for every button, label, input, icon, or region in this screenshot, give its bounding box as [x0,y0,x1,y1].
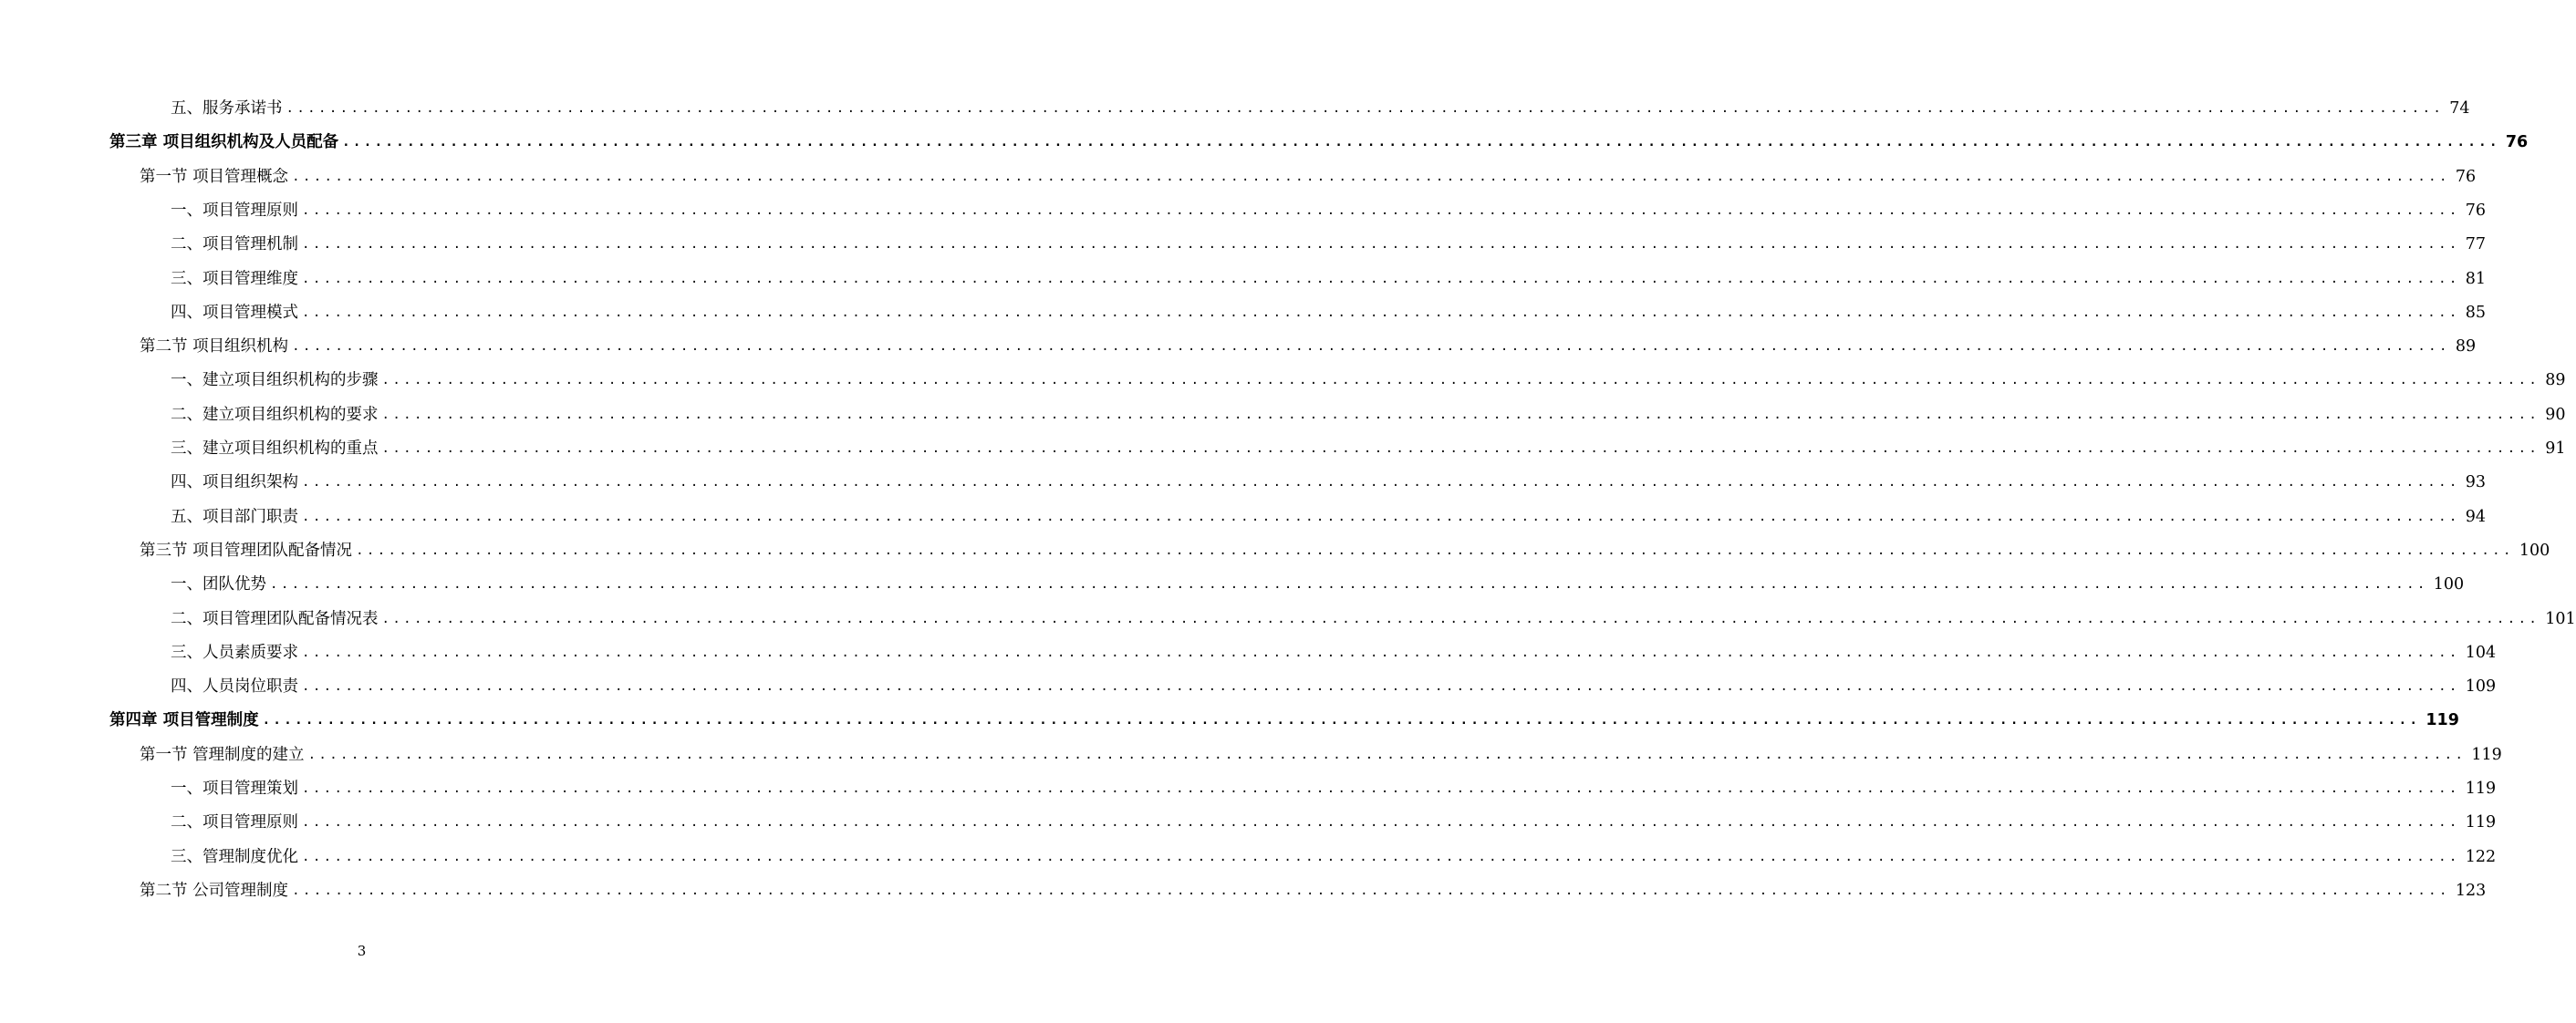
toc-entry-item[interactable] [171,840,2497,867]
toc-entry-item[interactable] [171,500,2487,527]
toc-entry-title: 二、项目管理机制 [171,235,298,254]
toc-entry-item[interactable] [171,398,2566,425]
toc-entry-title: 三、管理制度优化 [171,847,298,866]
toc-leader-dots: ........................................................................................................................................................................................................ [262,713,2421,728]
toc-leader-dots: ........................................................................................................................................................................................................ [286,101,2445,116]
toc-entry-page: 90 [2545,405,2566,424]
toc-leader-dots: ........................................................................................................................................................................................................ [302,815,2460,831]
toc-leader-dots: ........................................................................................................................................................................................................ [302,271,2460,286]
toc-entry-title: 二、建立项目组织机构的要求 [171,405,379,424]
toc-entry-page: 119 [2471,745,2502,764]
toc-leader-dots: ........................................................................................................................................................................................................ [342,135,2500,150]
toc-entry-page: 77 [2465,235,2487,254]
toc-entry-title: 二、项目管理原则 [171,813,298,832]
toc-entry-title: 四、人员岗位职责 [171,677,298,697]
toc-entry-page: 76 [2465,201,2487,220]
toc-entry-title: 一、建立项目组织机构的步骤 [171,371,379,390]
toc-leader-dots: ........................................................................................................................................................................................................ [302,237,2460,253]
toc-entry-title: 四、项目管理模式 [171,303,298,322]
toc-entry-title: 第二节 项目组织机构 [140,337,289,356]
toc-leader-dots: ........................................................................................................................................................................................................ [381,441,2540,456]
toc-entry-item[interactable] [171,227,2487,254]
toc-leader-dots: ........................................................................................................................................................................................................ [302,475,2460,491]
toc-entry-page: 85 [2465,303,2487,322]
toc-entry-page: 89 [2545,371,2566,390]
toc-entry-title: 一、项目管理原则 [171,201,298,220]
toc-entry-chapter[interactable] [109,703,2459,730]
toc-entry-item[interactable] [171,602,2576,629]
toc-entry-item[interactable] [171,567,2465,594]
toc-leader-dots: ........................................................................................................................................................................................................ [270,577,2428,593]
toc-leader-dots: ........................................................................................................................................................................................................ [302,849,2460,864]
toc-entry-page: 91 [2545,439,2566,458]
toc-leader-dots: ........................................................................................................................................................................................................ [292,883,2450,898]
toc-leader-dots: ........................................................................................................................................................................................................ [302,645,2460,660]
toc-entry-page: 74 [2449,99,2470,118]
toc-leader-dots: ........................................................................................................................................................................................................ [302,509,2460,524]
toc-leader-dots: ........................................................................................................................................................................................................ [381,407,2540,422]
toc-leader-dots: ........................................................................................................................................................................................................ [381,373,2540,388]
toc-entry-page: 94 [2465,507,2487,526]
toc-entry-title: 五、服务承诺书 [171,99,283,118]
toc-leader-dots: ........................................................................................................................................................................................................ [292,339,2450,355]
toc-entry-title: 第一节 管理制度的建立 [140,745,305,764]
toc-entry-page: 119 [2465,813,2497,832]
toc-leader-dots: ........................................................................................................................................................................................................ [302,781,2460,796]
toc-entry-title: 一、项目管理策划 [171,780,298,798]
toc-entry-item[interactable] [171,295,2487,323]
toc-entry-title: 第一节 项目管理概念 [140,167,289,186]
toc-entry-item[interactable] [171,363,2566,390]
toc-entry-title: 一、团队优势 [171,575,266,594]
page-number: 3 [357,943,367,959]
toc-entry-title: 三、人员素质要求 [171,643,298,662]
toc-entry-section[interactable] [140,160,2477,187]
toc-entry-title: 第二节 公司管理制度 [140,881,289,900]
toc-leader-dots: ........................................................................................................................................................................................................ [356,542,2514,558]
toc-entry-page: 100 [2519,541,2550,560]
toc-entry-title: 五、项目部门职责 [171,507,298,526]
toc-entry-item[interactable] [171,262,2487,289]
toc-entry-section[interactable] [140,329,2477,356]
toc-entry-section[interactable] [140,533,2550,561]
toc-entry-section[interactable] [140,738,2502,765]
toc-entry-page: 109 [2465,677,2497,697]
toc-entry-item[interactable] [171,669,2497,697]
toc-entry-item[interactable] [171,465,2487,492]
toc-entry-page: 119 [2465,780,2497,798]
toc-entry-item[interactable] [171,193,2487,221]
toc-entry-title: 四、项目组织架构 [171,473,298,492]
toc-leader-dots: ........................................................................................................................................................................................................ [307,747,2467,762]
toc-entry-title: 第四章 项目管理制度 [109,711,259,730]
toc-entry-page: 119 [2425,711,2459,730]
toc-entry-title: 第三节 项目管理团队配备情况 [140,541,353,560]
toc-entry-page: 100 [2433,575,2465,594]
toc-entry-title: 二、项目管理团队配备情况表 [171,609,379,628]
toc-entry-page: 104 [2465,643,2497,662]
toc-entry-page: 101 [2545,609,2576,628]
toc-entry-page: 93 [2465,473,2487,492]
toc-entry-item[interactable] [171,91,2470,119]
toc-entry-item[interactable] [171,805,2497,832]
toc-entry-title: 第三章 项目组织机构及人员配备 [109,133,339,152]
toc-leader-dots: ........................................................................................................................................................................................................ [292,169,2450,184]
toc-entry-item[interactable] [171,771,2497,799]
toc-entry-page: 81 [2465,269,2487,288]
toc-entry-chapter[interactable] [109,125,2529,152]
toc-leader-dots: ........................................................................................................................................................................................................ [381,611,2540,626]
toc-entry-title: 三、项目管理维度 [171,269,298,288]
toc-entry-section[interactable] [140,873,2487,901]
toc-entry-title: 三、建立项目组织机构的重点 [171,439,379,458]
toc-entry-page: 123 [2455,881,2487,900]
toc-entry-page: 76 [2505,133,2529,152]
toc-entry-item[interactable] [171,636,2497,663]
toc-leader-dots: ........................................................................................................................................................................................................ [302,202,2460,218]
toc-entry-page: 89 [2455,337,2477,356]
toc-leader-dots: ........................................................................................................................................................................................................ [302,679,2460,695]
toc-entry-page: 76 [2455,167,2477,186]
toc-entry-page: 122 [2465,847,2497,866]
toc-entry-item[interactable] [171,431,2566,459]
toc-leader-dots: ........................................................................................................................................................................................................ [302,305,2460,320]
